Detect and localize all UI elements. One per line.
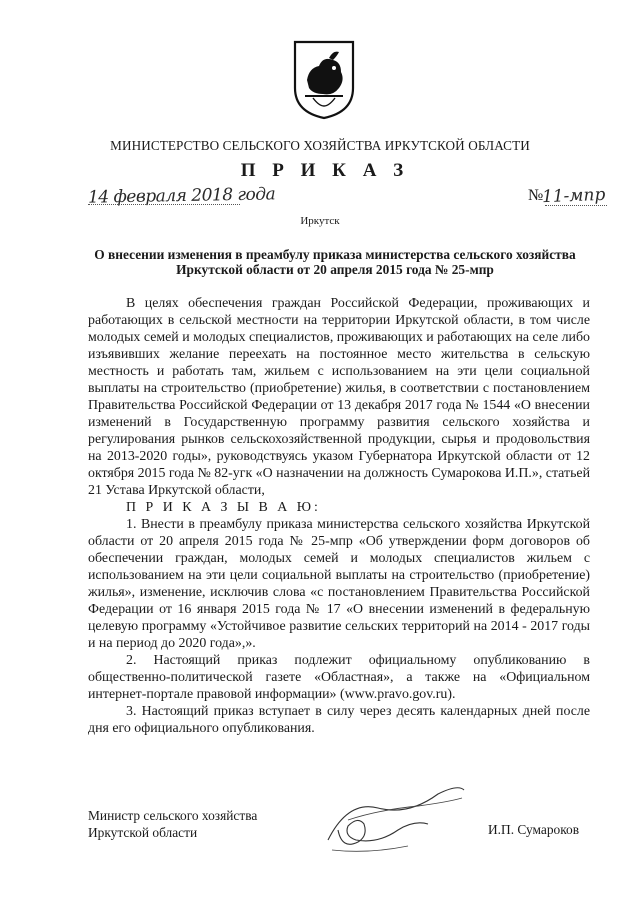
preamble-paragraph: В целях обеспечения граждан Российской Федерации, проживающих и работающих в сельской местности на территории Иркутской области, в том числе молодых семей и молодых специалистов, проживающих и работающих на селе либо изъявивших желание переехать на постоянное место жительства в сельскую местность и работать там, жильем с использованием на эти цели социальной выплаты на строительство (приобретение) жилья, в соответствии с постановлением Правительства Российской Федерации от 13 декабря 2017 года № 1544 «О внесении изменений в Государственную программу развития сельского хозяйства и регулирования рынков сельскохозяйственной продукции, сырья и продовольствия на 2013-2020 годы», руководствуясь указом Губернатора Иркутской области от 12 октября 2015 года № 82-угк «О назначении на должность Сумарокова И.П.», статьей 21 Устава Иркутской области, xyxy=(88,296,590,498)
position-line-2: Иркутской области xyxy=(88,825,198,840)
number-underline xyxy=(545,205,607,206)
handwritten-number: 11-мпр xyxy=(541,184,606,208)
item-1: 1. Внести в преамбулу приказа министерства сельского хозяйства Иркутской области от 20 апреля 2015 года № 25-мпр «Об утверждении форм договоров об обеспечении граждан, молодых семей и молодых специалистов жильем с использованием на эти цели социальной выплаты на строительство (приобретение) жилья», изменение, исключив слова «с постановлением Правительства Российской Федерации от 16 января 2015 года № 17 «О внесении изменений в федеральную целевую программу «Устойчивое развитие сельских территорий на 2014 - 2017 годы и на период до 2020 года»,». xyxy=(88,517,590,651)
handwritten-date: 14 февраля 2018 года xyxy=(87,184,276,208)
position-line-1: Министр сельского хозяйства xyxy=(88,808,258,823)
item-3: 3. Настоящий приказ вступает в силу через десять календарных дней после дня его официального опубликования. xyxy=(88,704,590,736)
item-2: 2. Настоящий приказ подлежит официальному опубликованию в общественно-политической газете «Областная», а также на «Официальном интернет-портале правовой информации» (www.pravo.gov.ru). xyxy=(88,653,590,702)
number-label: № xyxy=(528,187,544,204)
ministry-name: МИНИСТЕРСТВО СЕЛЬСКОГО ХОЗЯЙСТВА ИРКУТСКОЙ ОБЛАСТИ xyxy=(110,138,530,153)
handwritten-signature xyxy=(318,780,468,860)
signatory-name: И.П. Сумароков xyxy=(488,822,580,837)
coat-of-arms-icon xyxy=(293,40,355,120)
date-underline xyxy=(88,204,240,205)
signatory-position xyxy=(88,807,257,841)
order-title: П Р И К А З xyxy=(240,160,410,181)
document-body xyxy=(88,295,590,737)
document-heading: О внесении изменения в преамбулу приказа министерства сельского хозяйства Иркутской области от 20 апреля 2015 года № 25-мпр xyxy=(94,247,576,277)
order-word: П Р И К А З Ы В А Ю: xyxy=(126,500,321,515)
city-name: Иркутск xyxy=(300,215,340,227)
